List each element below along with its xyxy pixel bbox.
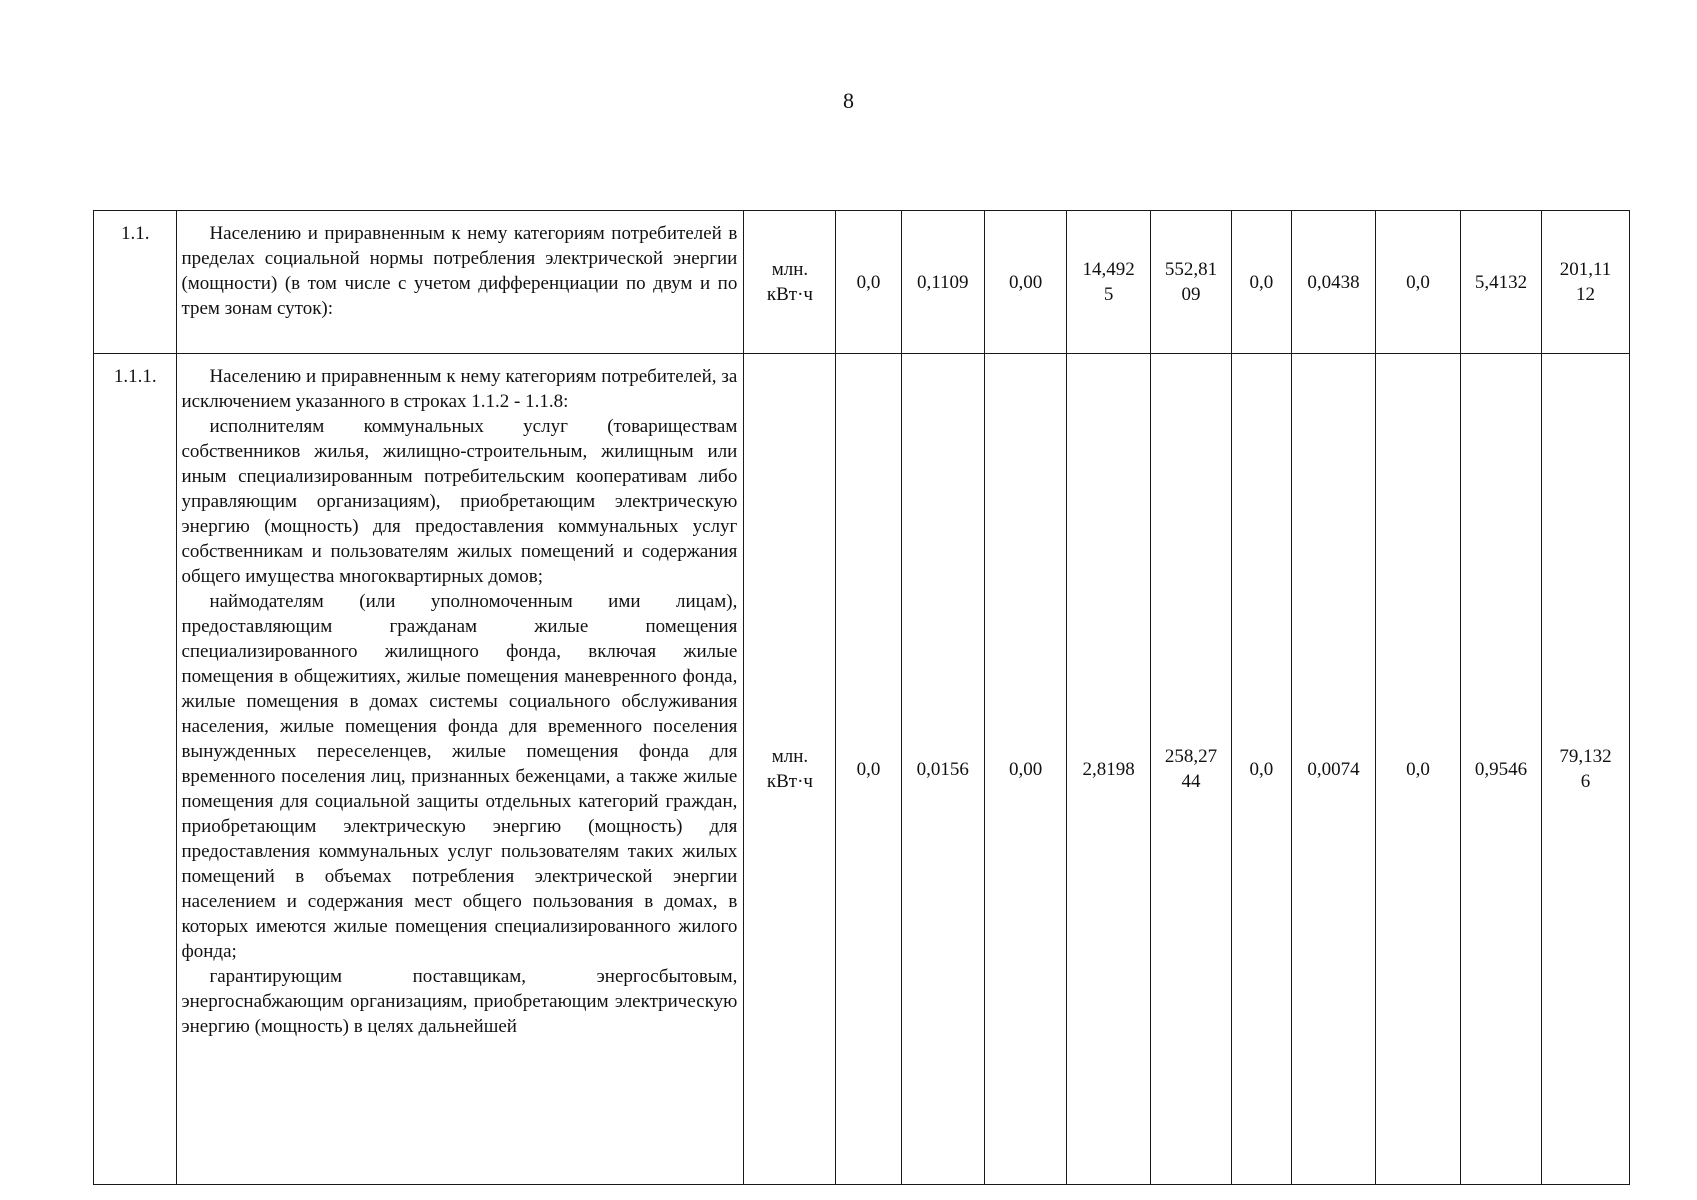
description-paragraph: Населению и приравненным к нему категориям потребителей, за исключением указанного в строках 1.1.2 - 1.1.8: bbox=[181, 366, 738, 412]
row-unit: млн. кВт·ч bbox=[744, 211, 836, 354]
value-cell: 0,0 bbox=[1376, 211, 1461, 354]
row-number: 1.1. bbox=[94, 211, 177, 354]
page-number: 8 bbox=[843, 88, 854, 113]
value-cell: 552,81 09 bbox=[1150, 211, 1231, 354]
table-row bbox=[94, 354, 1630, 1185]
value-cell: 0,0 bbox=[836, 211, 901, 354]
value-cell: 14,492 5 bbox=[1067, 211, 1150, 354]
row-description bbox=[177, 211, 744, 354]
value-cell: 0,00 bbox=[984, 211, 1066, 354]
description-paragraph: Населению и приравненным к нему категориям потребителей в пределах социальной нормы потребления электрической энергии (мощности) (в том числе с учетом дифференциации по двум и по трем зонам суток): bbox=[181, 223, 738, 319]
value-cell: 201,11 12 bbox=[1542, 211, 1630, 354]
value-cell: 5,4132 bbox=[1460, 211, 1541, 354]
value-cell: 0,0156 bbox=[901, 354, 984, 1185]
description-paragraph: гарантирующим поставщикам, энергосбытовым, энергоснабжающим организациям, приобретающим электрическую энергию (мощность) в целях дальнейшей bbox=[181, 966, 738, 1037]
value-cell: 2,8198 bbox=[1067, 354, 1150, 1185]
value-cell: 0,0438 bbox=[1291, 211, 1376, 354]
row-number: 1.1.1. bbox=[94, 354, 177, 1185]
value-cell: 0,0074 bbox=[1291, 354, 1376, 1185]
value-cell: 79,132 6 bbox=[1542, 354, 1630, 1185]
description-paragraph: наймодателям (или уполномоченным ими лицам), предоставляющим гражданам жилые помещения специализированного жилищного фонда, включая жилые помещения в общежитиях, жилые помещения маневренного фонда, жилые помещения в домах системы социального обслуживания населения, жилые помещения фонда для временного поселения вынужденных переселенцев, жилые помещения фонда для временного поселения лиц, признанных беженцами, а также жилые помещения для социальной защиты отдельных категорий граждан, приобретающим электрическую энергию (мощность) для предоставления коммунальных услуг пользователям таких жилых помещений в объемах потребления электрической энергии населением и содержания мест общего пользования в домах, в которых имеются жилые помещения специализированного жилого фонда; bbox=[181, 591, 738, 962]
value-cell: 0,0 bbox=[1232, 354, 1292, 1185]
tariff-volume-table bbox=[93, 210, 1630, 1185]
value-cell: 0,9546 bbox=[1460, 354, 1541, 1185]
table-row bbox=[94, 211, 1630, 354]
value-cell: 0,1109 bbox=[901, 211, 984, 354]
value-cell: 0,00 bbox=[984, 354, 1066, 1185]
description-paragraph: исполнителям коммунальных услуг (товариществам собственников жилья, жилищно-строительным, жилищным или иным специализированным потребительским кооперативам либо управляющим организациям), приобретающим электрическую энергию (мощность) для предоставления коммунальных услуг собственникам и пользователям жилых помещений и содержания общего имущества многоквартирных домов; bbox=[181, 416, 738, 587]
value-cell: 0,0 bbox=[836, 354, 901, 1185]
value-cell: 0,0 bbox=[1232, 211, 1292, 354]
row-description bbox=[177, 354, 744, 1185]
row-unit: млн. кВт·ч bbox=[744, 354, 836, 1185]
value-cell: 0,0 bbox=[1376, 354, 1461, 1185]
value-cell: 258,27 44 bbox=[1150, 354, 1231, 1185]
